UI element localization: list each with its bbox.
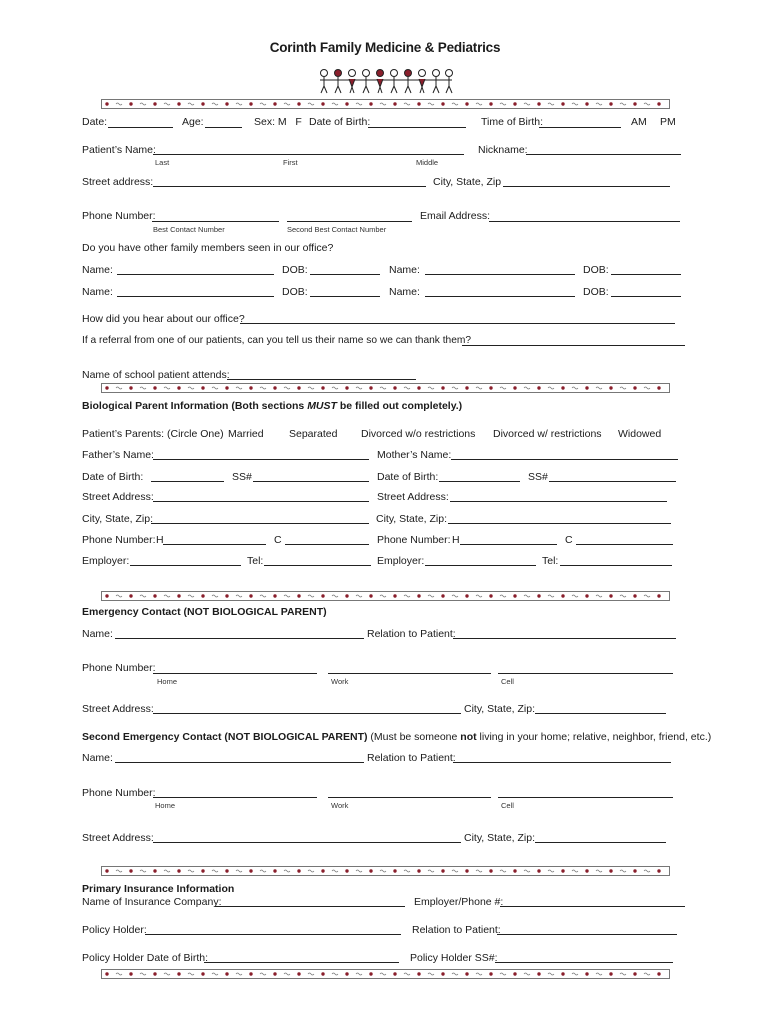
family-name-label: Name: bbox=[82, 286, 113, 298]
emergency-home-hint: Home bbox=[157, 677, 178, 686]
hear-about-field[interactable] bbox=[240, 323, 675, 324]
father-csz-field[interactable] bbox=[151, 523, 369, 524]
father-employer-label: Employer: bbox=[82, 555, 130, 567]
mother-dob-field[interactable] bbox=[439, 481, 520, 482]
family-dob-field[interactable] bbox=[310, 296, 380, 297]
second-work-field[interactable] bbox=[328, 797, 491, 798]
referral-field[interactable] bbox=[462, 345, 685, 346]
mother-ss-label: SS# bbox=[528, 471, 548, 483]
section-divider bbox=[101, 969, 670, 979]
children-holding-hands-icon bbox=[316, 67, 456, 95]
second-phone-label: Phone Number: bbox=[82, 787, 156, 799]
family-name-label: Name: bbox=[389, 264, 420, 276]
mother-csz-field[interactable] bbox=[448, 523, 671, 524]
date-label: Date: bbox=[82, 116, 108, 128]
policy-holder-label: Policy Holder: bbox=[82, 924, 147, 936]
second-street-label: Street Address: bbox=[82, 832, 154, 844]
age-label: Age: bbox=[182, 116, 204, 128]
policy-holder-ss-label: Policy Holder SS#: bbox=[410, 952, 498, 964]
nickname-field[interactable] bbox=[526, 154, 681, 155]
second-cell-hint: Cell bbox=[501, 801, 514, 810]
second-street-field[interactable] bbox=[153, 842, 461, 843]
policy-holder-ss-field[interactable] bbox=[495, 962, 673, 963]
option-divorced-w[interactable]: Divorced w/ restrictions bbox=[493, 428, 602, 440]
parent-section-heading: Biological Parent Information (Both sections MUST be filled out completely.) bbox=[82, 400, 463, 412]
insurance-company-label: Name of Insurance Company: bbox=[82, 896, 222, 908]
emergency-cell-field[interactable] bbox=[498, 673, 673, 674]
age-field[interactable] bbox=[205, 127, 242, 128]
emergency-heading: Emergency Contact (NOT BIOLOGICAL PARENT) bbox=[82, 606, 327, 618]
father-home-field[interactable] bbox=[163, 544, 266, 545]
patient-name-field[interactable] bbox=[153, 154, 464, 155]
emergency-name-label: Name: bbox=[82, 628, 113, 640]
mother-name-label: Mother’s Name: bbox=[377, 449, 452, 461]
second-name-label: Name: bbox=[82, 752, 113, 764]
insurance-employer-field[interactable] bbox=[500, 906, 685, 907]
emergency-name-field[interactable] bbox=[115, 638, 364, 639]
mother-employer-label: Employer: bbox=[377, 555, 425, 567]
policy-relation-label: Relation to Patient: bbox=[412, 924, 501, 936]
family-dob-label: DOB: bbox=[583, 286, 609, 298]
section-divider bbox=[101, 99, 670, 109]
last-hint: Last bbox=[155, 158, 170, 167]
emergency-csz-label: City, State, Zip: bbox=[464, 703, 535, 715]
mother-dob-label: Date of Birth: bbox=[377, 471, 439, 483]
emergency-work-hint: Work bbox=[331, 677, 349, 686]
emergency-street-label: Street Address: bbox=[82, 703, 154, 715]
father-tel-label: Tel: bbox=[247, 555, 264, 567]
emergency-relation-field[interactable] bbox=[453, 638, 676, 639]
family-name-label: Name: bbox=[389, 286, 420, 298]
second-relation-label: Relation to Patient: bbox=[367, 752, 456, 764]
option-widowed[interactable]: Widowed bbox=[618, 428, 662, 440]
family-name-field[interactable] bbox=[425, 296, 575, 297]
emergency-csz-field[interactable] bbox=[535, 713, 666, 714]
mother-cell-field[interactable] bbox=[576, 544, 673, 545]
mother-csz-label: City, State, Zip: bbox=[376, 513, 447, 525]
policy-holder-field[interactable] bbox=[145, 934, 401, 935]
school-label: Name of school patient attends: bbox=[82, 369, 230, 381]
street-address-label: Street address: bbox=[82, 176, 154, 188]
street-address-field[interactable] bbox=[153, 186, 426, 187]
father-home-label: H bbox=[156, 534, 164, 546]
mother-employer-field[interactable] bbox=[425, 565, 536, 566]
family-name-field[interactable] bbox=[117, 274, 274, 275]
father-street-field[interactable] bbox=[153, 501, 369, 502]
family-dob-field[interactable] bbox=[611, 274, 681, 275]
family-name-label: Name: bbox=[82, 264, 113, 276]
mother-tel-field[interactable] bbox=[560, 565, 672, 566]
second-phone-field[interactable] bbox=[287, 221, 412, 222]
section-divider bbox=[101, 866, 670, 876]
second-home-field[interactable] bbox=[153, 797, 317, 798]
option-married[interactable]: Married bbox=[228, 428, 264, 440]
option-separated[interactable]: Separated bbox=[289, 428, 338, 440]
emergency-relation-label: Relation to Patient: bbox=[367, 628, 456, 640]
emergency-phone-label: Phone Number: bbox=[82, 662, 156, 674]
best-phone-field[interactable] bbox=[152, 221, 279, 222]
father-tel-field[interactable] bbox=[264, 565, 371, 566]
father-ss-label: SS# bbox=[232, 471, 252, 483]
father-cell-label: C bbox=[274, 534, 282, 546]
second-home-hint: Home bbox=[155, 801, 176, 810]
section-divider bbox=[101, 591, 670, 601]
first-hint: First bbox=[283, 158, 298, 167]
dob-label: Date of Birth: bbox=[309, 116, 371, 128]
pm-option[interactable]: PM bbox=[660, 116, 676, 128]
nickname-label: Nickname: bbox=[478, 144, 528, 156]
second-csz-field[interactable] bbox=[535, 842, 666, 843]
emergency-street-field[interactable] bbox=[153, 713, 461, 714]
policy-holder-dob-field[interactable] bbox=[204, 962, 399, 963]
policy-holder-dob-label: Policy Holder Date of Birth: bbox=[82, 952, 209, 964]
policy-relation-field[interactable] bbox=[497, 934, 677, 935]
emergency-cell-hint: Cell bbox=[501, 677, 514, 686]
second-name-field[interactable] bbox=[115, 762, 364, 763]
dob-field[interactable] bbox=[368, 127, 466, 128]
children-logo bbox=[316, 67, 456, 95]
emergency-home-field[interactable] bbox=[153, 673, 317, 674]
father-csz-label: City, State, Zip: bbox=[82, 513, 153, 525]
mother-home-label: H bbox=[452, 534, 460, 546]
middle-hint: Middle bbox=[416, 158, 439, 167]
emergency-work-field[interactable] bbox=[328, 673, 491, 674]
mother-street-label: Street Address: bbox=[377, 491, 449, 503]
insurance-company-field[interactable] bbox=[215, 906, 405, 907]
email-field[interactable] bbox=[489, 221, 680, 222]
phone-label: Phone Number: bbox=[82, 210, 156, 222]
family-dob-field[interactable] bbox=[611, 296, 681, 297]
family-dob-label: DOB: bbox=[282, 264, 308, 276]
email-label: Email Address: bbox=[420, 210, 491, 222]
parents-circle-label: Patient’s Parents: (Circle One) bbox=[82, 428, 224, 440]
father-name-field[interactable] bbox=[153, 459, 369, 460]
father-cell-field[interactable] bbox=[285, 544, 369, 545]
family-name-field[interactable] bbox=[425, 274, 575, 275]
second-csz-label: City, State, Zip: bbox=[464, 832, 535, 844]
father-ss-field[interactable] bbox=[253, 481, 369, 482]
section-divider bbox=[101, 383, 670, 393]
mother-name-field[interactable] bbox=[451, 459, 678, 460]
sex-label[interactable]: Sex: M F bbox=[254, 116, 302, 128]
father-employer-field[interactable] bbox=[130, 565, 241, 566]
option-divorced-wo[interactable]: Divorced w/o restrictions bbox=[361, 428, 476, 440]
father-dob-label: Date of Birth: bbox=[82, 471, 144, 483]
mother-tel-label: Tel: bbox=[542, 555, 559, 567]
family-question: Do you have other family members seen in our office? bbox=[82, 242, 334, 254]
second-cell-field[interactable] bbox=[498, 797, 673, 798]
family-name-field[interactable] bbox=[117, 296, 274, 297]
time-of-birth-field[interactable] bbox=[539, 127, 621, 128]
am-option[interactable]: AM bbox=[631, 116, 647, 128]
city-state-zip-field[interactable] bbox=[503, 186, 670, 187]
second-contact-hint: Second Best Contact Number bbox=[287, 225, 387, 234]
mother-phone-label: Phone Number: bbox=[377, 534, 451, 546]
hear-about-label: How did you hear about our office? bbox=[82, 313, 245, 325]
family-dob-label: DOB: bbox=[282, 286, 308, 298]
family-dob-label: DOB: bbox=[583, 264, 609, 276]
father-street-label: Street Address: bbox=[82, 491, 154, 503]
father-dob-field[interactable] bbox=[151, 481, 224, 482]
patient-name-label: Patient’s Name: bbox=[82, 144, 156, 156]
mother-home-field[interactable] bbox=[460, 544, 557, 545]
form-title: Corinth Family Medicine & Pediatrics bbox=[269, 40, 501, 55]
father-phone-label: Phone Number: bbox=[82, 534, 156, 546]
time-of-birth-label: Time of Birth: bbox=[481, 116, 544, 128]
city-state-zip-label: City, State, Zip bbox=[433, 176, 502, 188]
insurance-heading: Primary Insurance Information bbox=[82, 883, 235, 895]
mother-ss-field[interactable] bbox=[549, 481, 676, 482]
date-field[interactable] bbox=[108, 127, 173, 128]
best-contact-hint: Best Contact Number bbox=[153, 225, 225, 234]
father-name-label: Father’s Name: bbox=[82, 449, 154, 461]
second-work-hint: Work bbox=[331, 801, 349, 810]
family-dob-field[interactable] bbox=[310, 274, 380, 275]
insurance-employer-label: Employer/Phone #: bbox=[414, 896, 504, 908]
mother-cell-label: C bbox=[565, 534, 573, 546]
referral-label: If a referral from one of our patients, can you tell us their name so we can thank them? bbox=[82, 335, 472, 346]
second-relation-field[interactable] bbox=[453, 762, 671, 763]
mother-street-field[interactable] bbox=[450, 501, 667, 502]
school-field[interactable] bbox=[227, 379, 416, 380]
second-emergency-heading: Second Emergency Contact (NOT BIOLOGICAL PARENT) (Must be someone not living in your home; relative, neighbor, friend, etc.) bbox=[82, 731, 712, 743]
